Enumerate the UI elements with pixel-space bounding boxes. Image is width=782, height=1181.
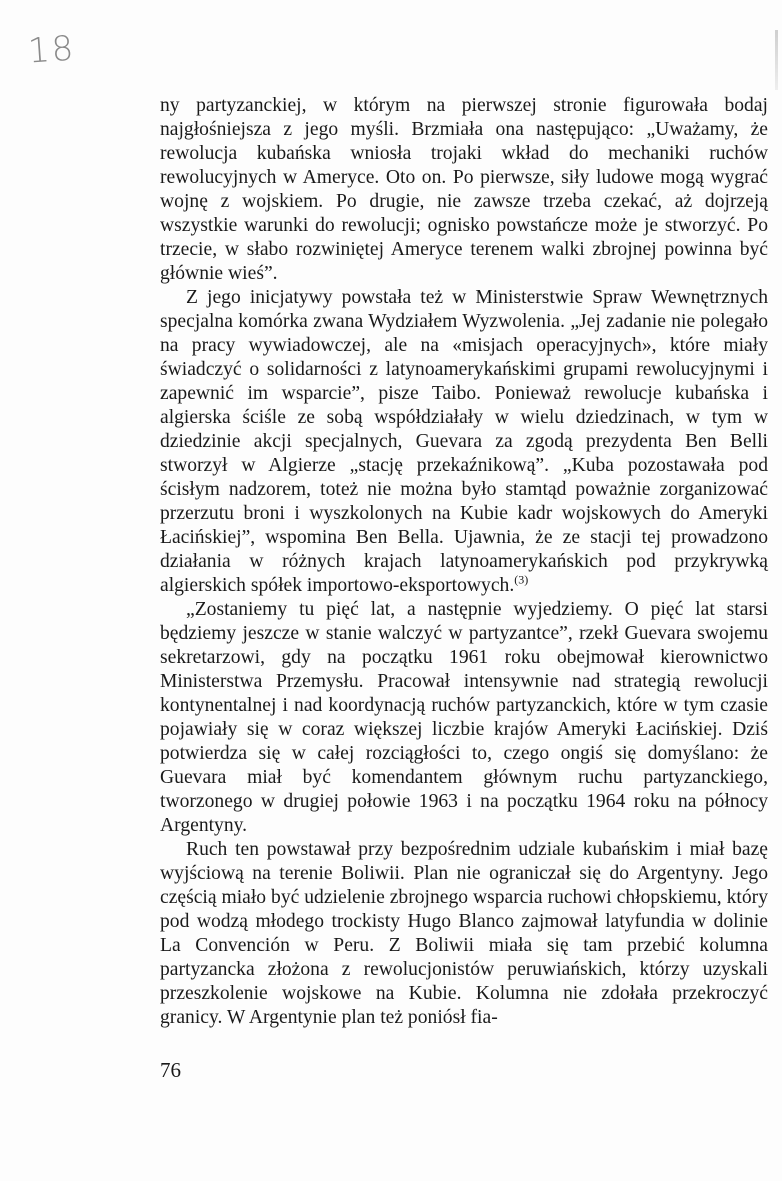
paragraph-4-text: Ruch ten powstawał przy bezpośrednim udziale kubańskim i miał bazę wyjściową na terenie Boliwii. Plan nie ograniczał się do Argentyny. Jego częścią miało być udzielenie zbrojnego wsparcia ruchowi chłopskiemu, który pod wodzą młodego trockisty Hugo Blanco zajmował latyfundia w dolinie La Convención w Peru. Z Boliwii miała się tam przebić kolumna partyzancka złożona z rewolucjonistów peruwiańskich, którzy uzyskali przeszkolenie wojskowe na Kubie. Kolumna nie zdołała przekroczyć granicy. W Argentynie plan też poniósł fia- (160, 839, 768, 1028)
paragraph-1-text: ny partyzanckiej, w którym na pierwszej stronie figurowała bodaj najgłośniejsza z jego myśli. Brzmiała ona następująco: „Uważamy, że rewolucja kubańska wniosła trojaki wkład do mechaniki ruchów rewolucyjnych w Ameryce. Oto on. Po pierwsze, siły ludowe mogą wygrać wojnę z wojskiem. Po drugie, nie zawsze trzeba czekać, aż dojrzeją wszystkie warunki do rewolucji; ognisko powstańcze może je stworzyć. Po trzecie, w słabo rozwiniętej Ameryce terenem walki zbrojnej powinna być głównie wieś”. (160, 95, 768, 284)
handwritten-margin-note: 18 (26, 28, 77, 72)
page-number: 76 (160, 1058, 181, 1082)
footnote-reference: (3) (514, 572, 529, 587)
paragraph-2 (160, 286, 768, 598)
page-edge-mark (775, 30, 778, 90)
paragraph-3 (160, 598, 768, 838)
body-text (160, 94, 768, 1030)
paragraph-1 (160, 94, 768, 286)
paragraph-2-text: Z jego inicjatywy powstała też w Ministerstwie Spraw Wewnętrznych specjalna komórka zwana Wydziałem Wyzwolenia. „Jej zadanie nie polegało na pracy wywiadowczej, ale na «misjach operacyjnych», które miały świadczyć o solidarności z latynoamerykańskimi grupami rewolucyjnymi i zapewnić im wsparcie”, pisze Taibo. Ponieważ rewolucje kubańska i algierska ściśle ze sobą współdziałały w wielu dziedzinach, w tym w dziedzinie akcji specjalnych, Guevara za zgodą prezydenta Ben Belli stworzył w Algierze „stację przekaźnikową”. „Kuba pozostawała pod ścisłym nadzorem, toteż nie można było stamtąd poważnie zorganizować przerzutu broni i wyszkolonych na Kubie kadr wojskowych do Ameryki Łacińskiej”, wspomina Ben Bella. Ujawnia, że ze stacji tej prowadzono działania w różnych krajach latynoamerykańskich pod przykrywką algierskich spółek importowo-eksportowych. (160, 287, 768, 596)
paragraph-3-text: „Zostaniemy tu pięć lat, a następnie wyjedziemy. O pięć lat starsi będziemy jeszcze w stanie walczyć w partyzantce”, rzekł Guevara swojemu sekretarzowi, gdy na początku 1961 roku obejmował kierownictwo Ministerstwa Przemysłu. Pracował intensywnie nad strategią rewolucji kontynentalnej i nad koordynacją ruchów partyzanckich, które w tym czasie pojawiały się w coraz większej liczbie krajów Ameryki Łacińskiej. Dziś potwierdza się w całej rozciągłości to, czego ongiś się domyślano: że Guevara miał być komendantem głównym ruchu partyzanckiego, tworzonego w drugiej połowie 1963 i na początku 1964 roku na północy Argentyny. (160, 599, 768, 836)
paragraph-4 (160, 838, 768, 1030)
